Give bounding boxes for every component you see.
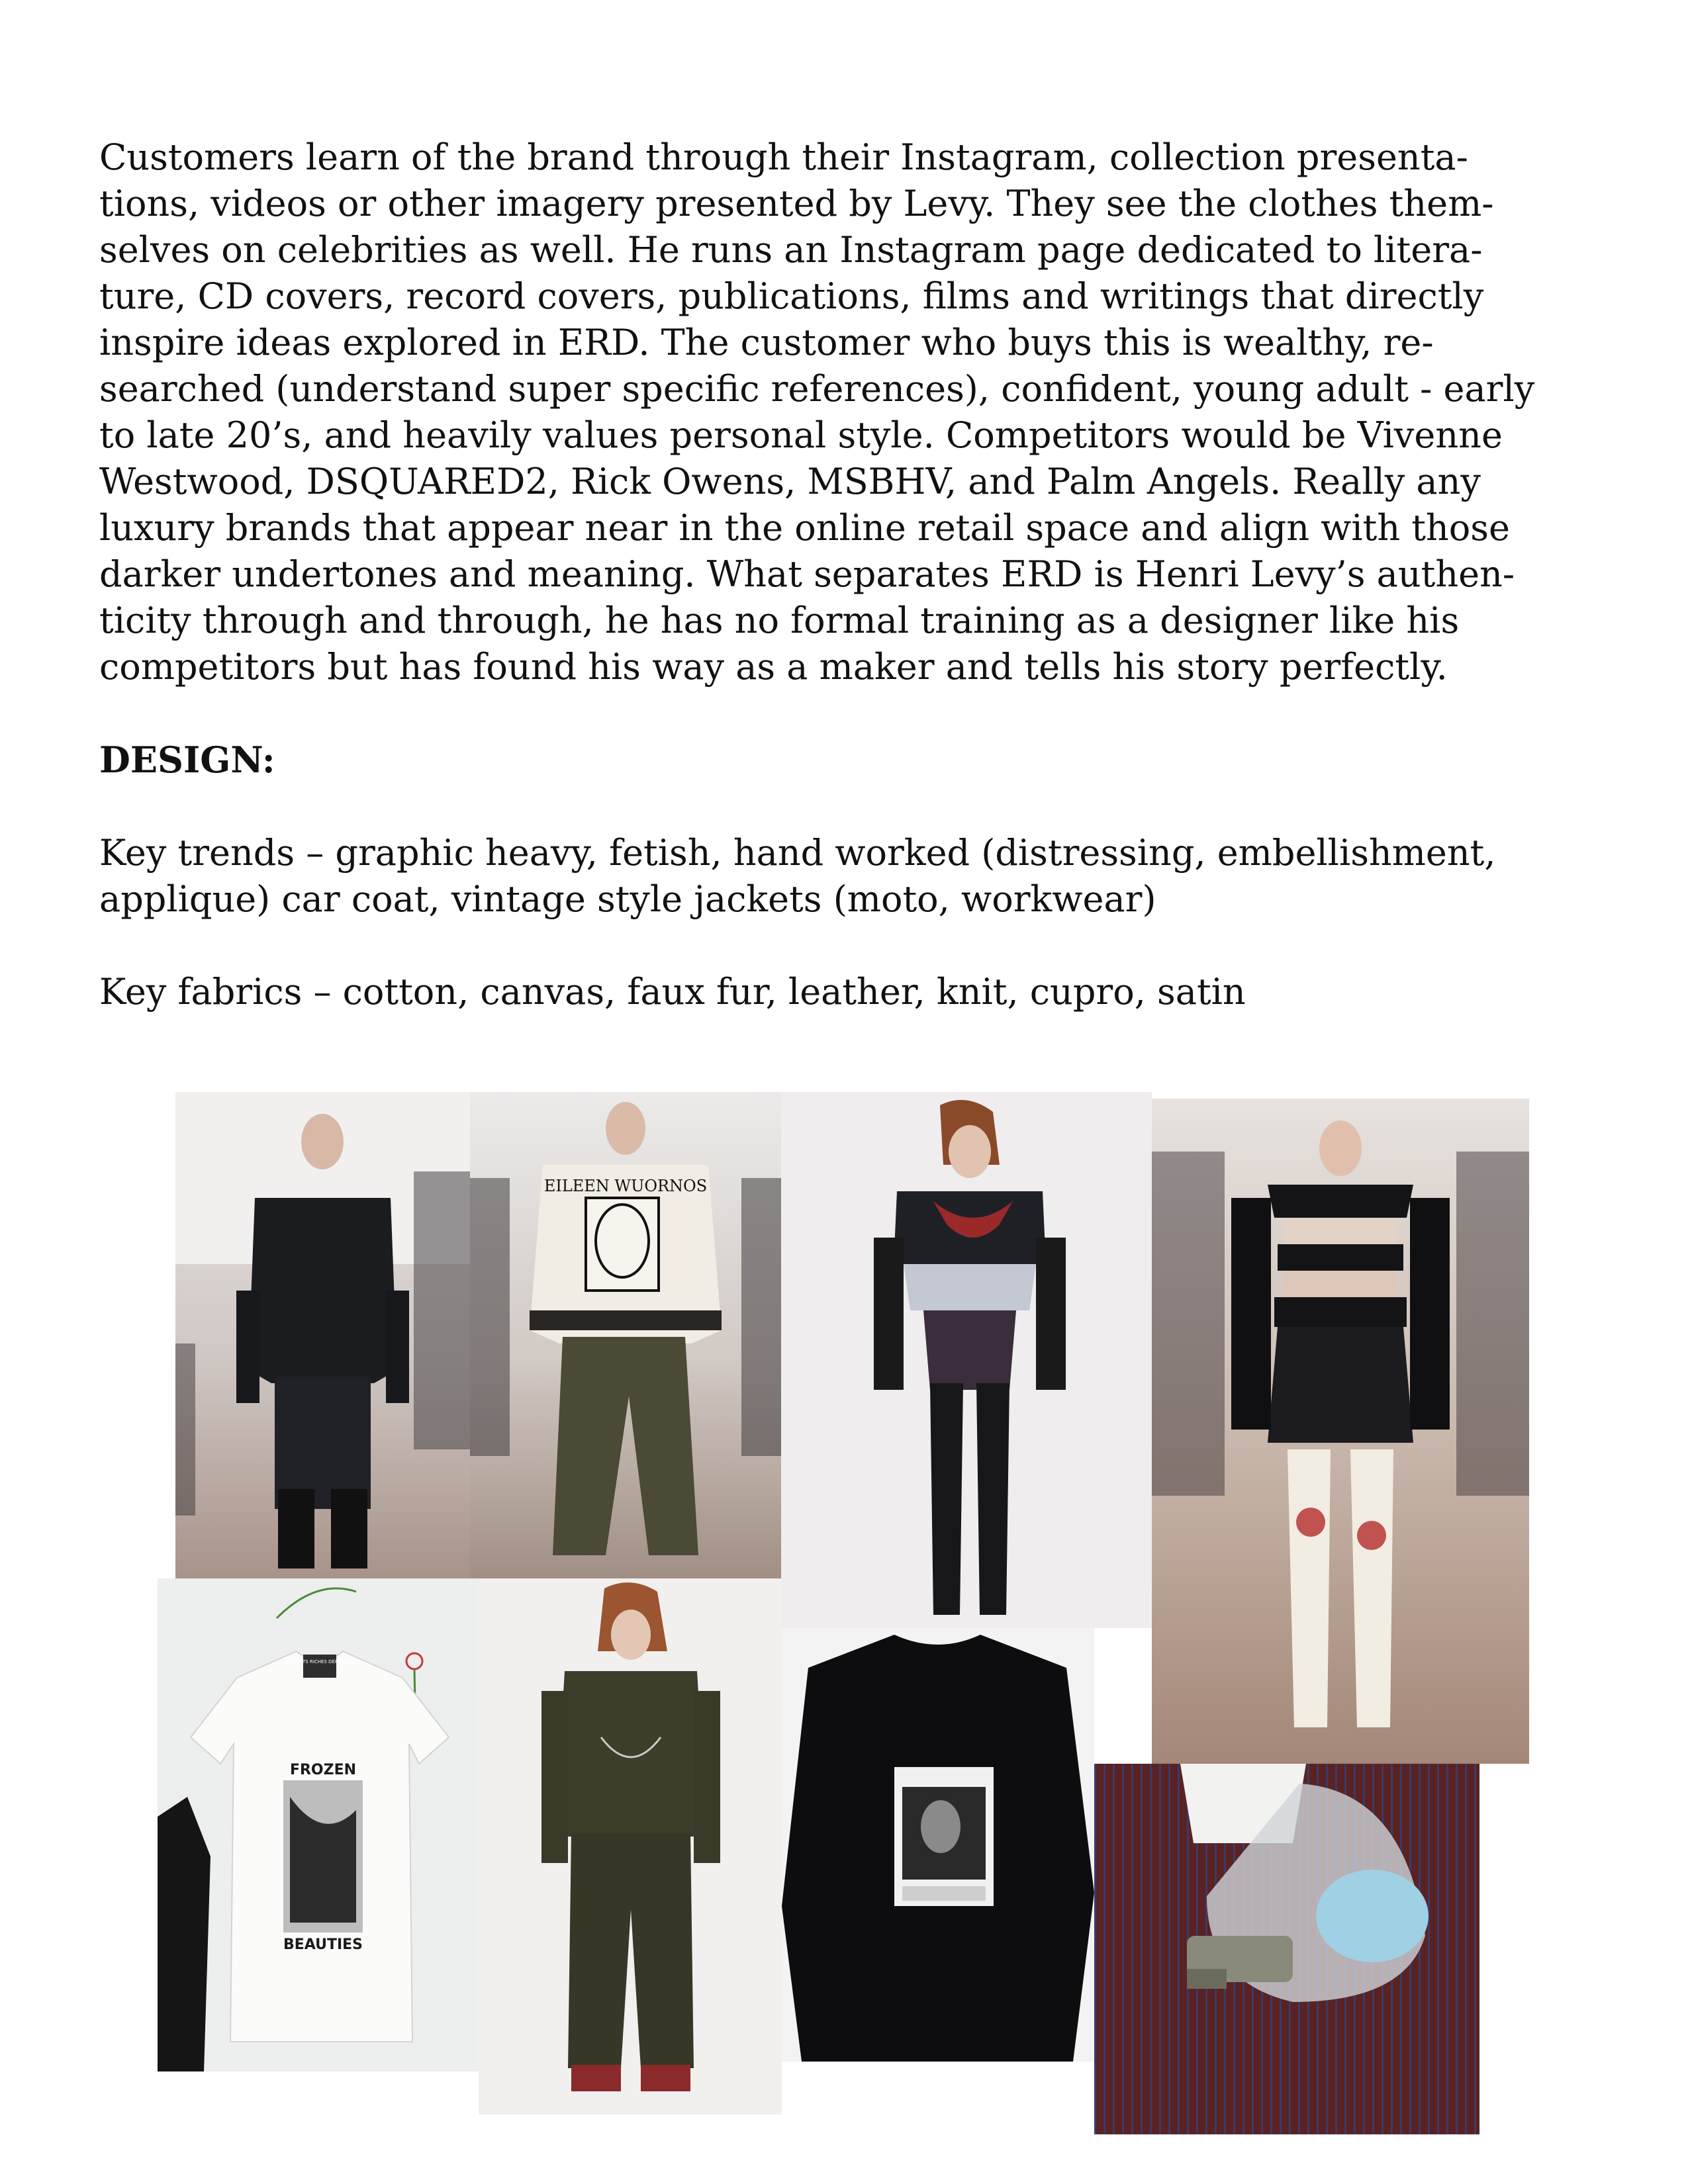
intro-line: Customers learn of the brand through their Instagram, collection presenta-: [99, 136, 1468, 178]
intro-line: ture, CD covers, record covers, publications, films and writings that directly: [99, 275, 1484, 317]
key-trends-line: applique) car coat, vintage style jackets (moto, workwear): [99, 878, 1156, 920]
intro-line: competitors but has found his way as a maker and tells his story perfectly.: [99, 646, 1448, 688]
design-heading: DESIGN:: [99, 739, 275, 781]
runway-black-suit-photo: [175, 1092, 470, 1578]
key-fabrics-paragraph: [99, 969, 1589, 1015]
intro-paragraph: [99, 134, 1589, 690]
black-shirt-print-photo: [782, 1628, 1094, 2062]
intro-line: darker undertones and meaning. What separates ERD is Henri Levy’s authen-: [99, 553, 1515, 595]
frozen-beauties-tshirt-photo: [158, 1578, 479, 2071]
intro-line: luxury brands that appear near in the online retail space and align with those: [99, 507, 1510, 549]
runway-graphic-sweater-photo: [470, 1092, 781, 1578]
striped-suit-bag-photo: [1094, 1764, 1479, 2134]
tshirt-print-bottom-text: BEAUTIES: [283, 1936, 363, 1953]
studio-layered-look-photo: [781, 1092, 1152, 1628]
key-trends-paragraph: [99, 830, 1589, 923]
intro-line: tions, videos or other imagery presented by Levy. They see the clothes them-: [99, 183, 1494, 224]
key-trends-line: Key trends – graphic heavy, fetish, hand worked (distressing, embellishment,: [99, 832, 1496, 874]
intro-line: Westwood, DSQUARED2, Rick Owens, MSBHV, and Palm Angels. Really any: [99, 461, 1481, 502]
intro-line: to late 20’s, and heavily values personal style. Competitors would be Vivenne: [99, 414, 1503, 456]
intro-line: inspire ideas explored in ERD. The customer who buys this is wealthy, re-: [99, 322, 1434, 363]
runway-strapped-look-photo: [1152, 1099, 1529, 1764]
tshirt-print-top-text: FROZEN: [289, 1762, 357, 1778]
intro-line: selves on celebrities as well. He runs an Instagram page dedicated to litera-: [99, 229, 1483, 271]
intro-line: searched (understand super specific references), confident, young adult - early: [99, 368, 1535, 410]
sweater-graphic-text: EILEEN WUORNOS: [543, 1177, 708, 1195]
tshirt-brand-label: ENFANTS RICHES DÉPRIMÉS: [287, 1659, 353, 1664]
intro-line: ticity through and through, he has no formal training as a designer like his: [99, 600, 1460, 641]
studio-olive-suit-photo: [479, 1578, 782, 2115]
key-fabrics-line: Key fabrics – cotton, canvas, faux fur, leather, knit, cupro, satin: [99, 971, 1246, 1013]
